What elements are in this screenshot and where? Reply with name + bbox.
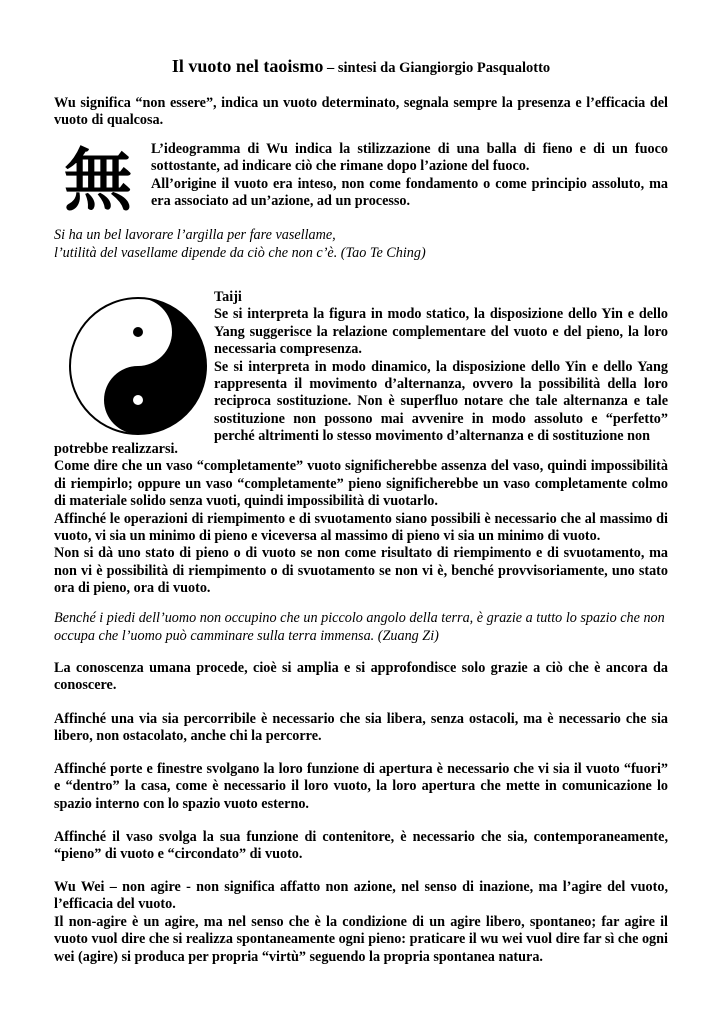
- quote1-line1: Si ha un bel lavorare l’argilla per fare vasellame,: [54, 227, 336, 243]
- wuwei-p2: Il non-agire è un agire, ma nel senso che è la condizione di un agire libero, spontaneo; far agire il vuoto vuol dire che si realizza spontaneamente ogni pieno: praticare il wu wei vuol dire far sì che ogni wei (agire) si produca per propria “virtù” seguendo la propria spontanea natura.: [54, 913, 668, 965]
- taiji-section: [214, 289, 668, 446]
- page-title: [54, 56, 668, 77]
- taiji-p2: Se si interpreta in modo dinamico, la disposizione dello Yin e dello Yang rappresenta il movimento d’alternanza, ovvero la possibilità della loro reciproca sostituzione. Non è superfluo notare che tale alternanza e tale sostituzione non possono mai avvenire in modo assoluto e “perfetto” perché altrimenti lo stesso movimento d’alternanza e di sostituzione non: [214, 358, 668, 445]
- taiji-p2-tail: potrebbe realizzarsi.: [54, 441, 178, 457]
- taiji-p4: Affinché le operazioni di riempimento e di svuotamento siano possibili è necessario che al massimo di vuoto, vi sia un minimo di pieno e viceversa al massimo di pieno vi sia un minimo di vuoto.: [54, 510, 668, 545]
- quote-tao-te-ching: [54, 227, 668, 262]
- wu-explanation: [151, 141, 668, 211]
- taiji-continuation: [54, 441, 668, 598]
- taiji-p5: Non si dà uno stato di pieno o di vuoto se non come risultato di riempimento e di svuotamento, ma non vi è possibilità di riempimento o di svuotamento se non vi è, benché provvisoriamente, uno stato ora di pieno, ora di vuoto.: [54, 545, 668, 597]
- paragraph-porte-finestre: Affinché porte e finestre svolgano la loro funzione di apertura è necessario che vi sia il vuoto “fuori” e “dentro” la casa, come è necessario il loro vuoto, la loro apertura che mette in comunicazione lo spazio interno con lo spazio vuoto esterno.: [54, 761, 668, 812]
- taiji-p1: Se si interpreta la figura in modo statico, la disposizione dello Yin e dello Yang suggerisce la relazione complementare del vuoto e del pieno, la loro necessaria compresenza.: [214, 306, 668, 358]
- wu-ideogram-image: [60, 140, 136, 216]
- yin-yang-symbol: [68, 296, 208, 436]
- paragraph-conoscenza: La conoscenza umana procede, cioè si amplia e si approfondisce solo grazie a ciò che è ancora da conoscere.: [54, 660, 668, 694]
- taiji-p3: Come dire che un vaso “completamente” vuoto significherebbe assenza del vaso, quindi impossibilità di riempirlo; oppure un vaso “completamente” pieno significherebbe un vaso completamente colmo di materiale solido senza vuoti, quindi impossibilità di vuotarlo.: [54, 458, 668, 510]
- wu-text-2: All’origine il vuoto era inteso, non come fondamento o come principio assoluto, ma era associato ad un’azione, ad un processo.: [151, 175, 668, 210]
- quote-zuang-zi: Benché i piedi dell’uomo non occupino che un piccolo angolo della terra, è grazie a tutto lo spazio che non occupa che l’uomo può camminare sulla terra immensa. (Zuang Zi): [54, 610, 665, 644]
- wu-glyph: 無: [63, 142, 133, 216]
- title-main: Il vuoto nel taoismo: [171, 56, 324, 76]
- wuwei-p1: Wu Wei – non agire - non significa affatto non azione, nel senso di inazione, ma l’agire del vuoto, l’efficacia del vuoto.: [54, 879, 668, 913]
- title-subtitle: – sintesi da Giangiorgio Pasqualotto: [323, 60, 551, 76]
- paragraph-vaso: Affinché il vaso svolga la sua funzione di contenitore, è necessario che sia, contemporaneamente, “pieno” di vuoto e “circondato” di vuoto.: [54, 829, 668, 863]
- wu-text-1: L’ideogramma di Wu indica la stilizzazione di una balla di fieno e di un fuoco sottostante, ad indicare ciò che rimane dopo l’azione del fuoco.: [151, 141, 668, 175]
- intro-paragraph: Wu significa “non essere”, indica un vuoto determinato, segnala sempre la presenza e l’efficacia del vuoto di qualcosa.: [54, 95, 668, 129]
- taiji-heading: Taiji: [214, 289, 242, 305]
- quote1-line2: l’utilità del vasellame dipende da ciò che non c’è. (Tao Te Ching): [54, 244, 426, 261]
- wu-wei-section: [54, 879, 668, 966]
- paragraph-via: Affinché una via sia percorribile è necessario che sia libera, senza ostacoli, ma è necessario che sia libero, non ostacolato, anche chi la percorre.: [54, 711, 668, 745]
